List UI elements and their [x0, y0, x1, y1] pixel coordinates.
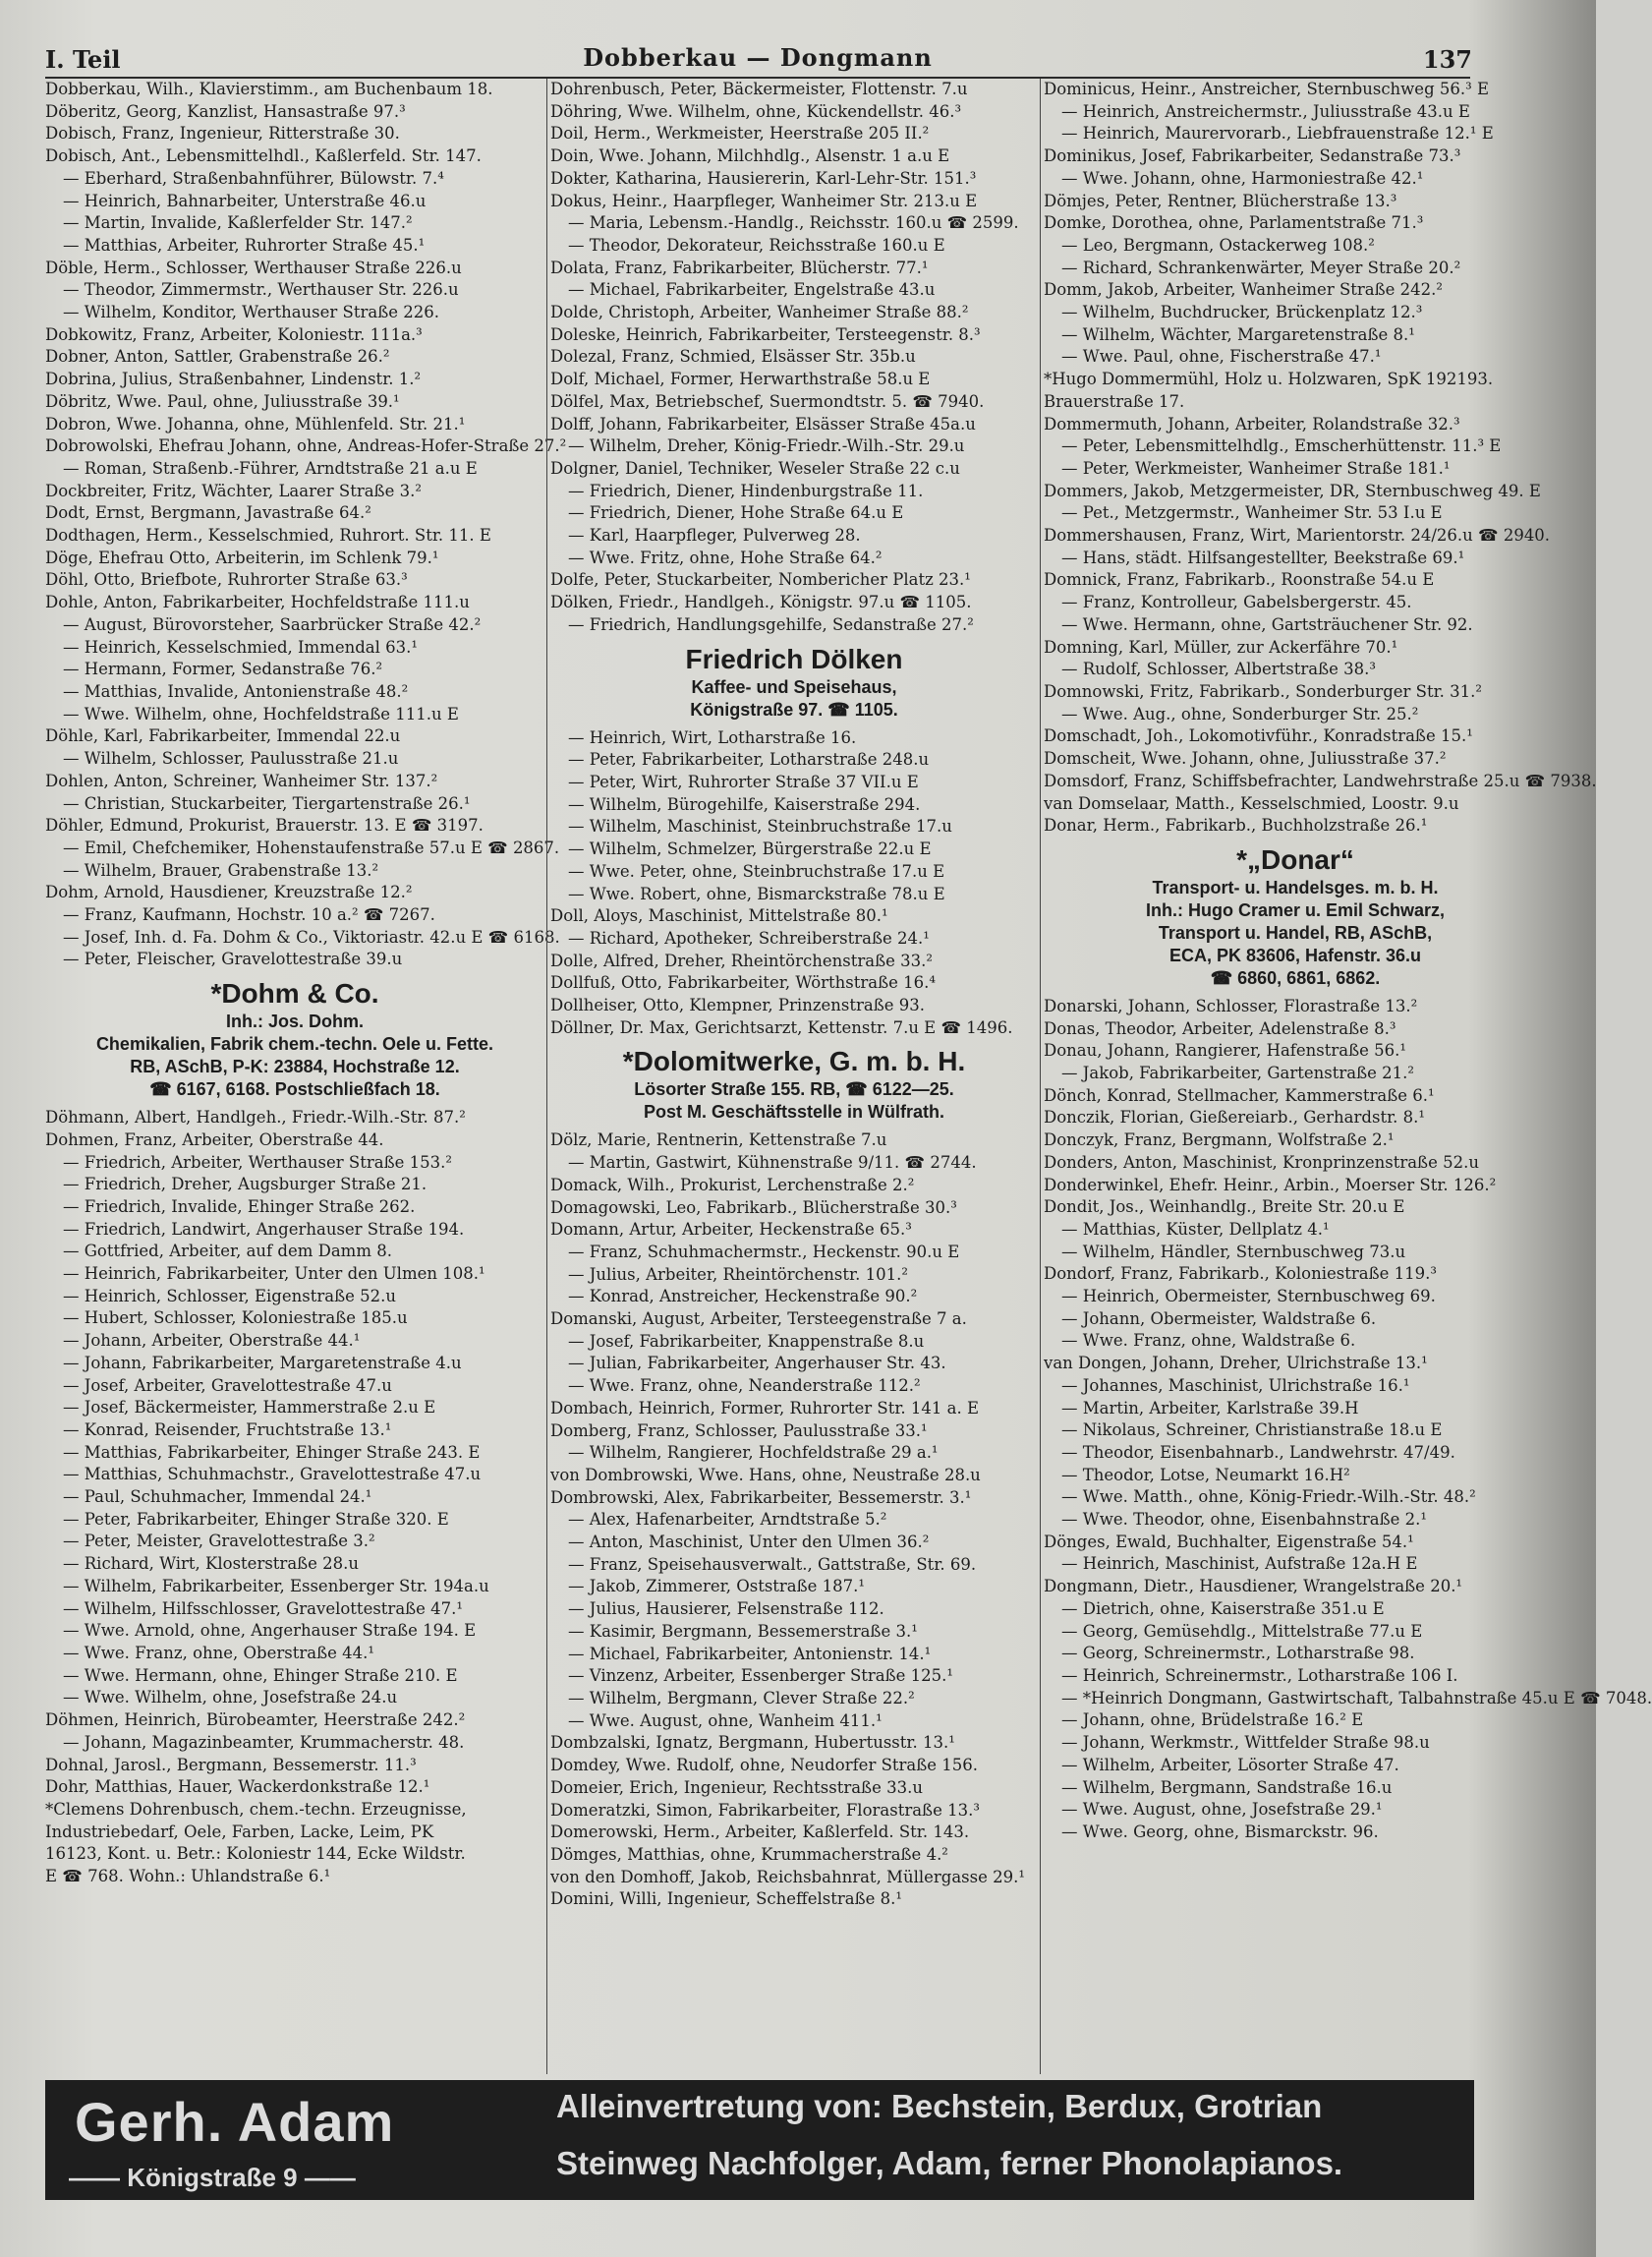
directory-entry: Dominikus, Josef, Fabrikarbeiter, Sedanstraße 73.³: [1044, 146, 1461, 166]
directory-entry: — Peter, Wirt, Ruhrorter Straße 37 VII.u E: [568, 772, 919, 791]
directory-entry: Domning, Karl, Müller, zur Ackerfähre 70.¹: [1044, 637, 1398, 657]
directory-entry: Dobron, Wwe. Johanna, ohne, Mühlenfeld. Str. 21.¹: [45, 414, 466, 434]
directory-entry: — Heinrich, Schreinermstr., Lotharstraße 106 I.: [1061, 1666, 1458, 1685]
directory-entry: — Friedrich, Arbeiter, Werthauser Straße 153.²: [63, 1152, 452, 1172]
directory-entry: — Wwe. Peter, ohne, Steinbruchstraße 17.u E: [568, 861, 945, 881]
advertisement-banner: [45, 2080, 1474, 2200]
directory-entry: — Christian, Stuckarbeiter, Tiergartenstraße 26.¹: [63, 793, 471, 813]
advertisement-block: [45, 977, 544, 1101]
directory-entry: — Julius, Hausierer, Felsenstraße 112.: [568, 1599, 884, 1619]
directory-entry: Domerowski, Herm., Arbeiter, Kaßlerfeld. Str. 143.: [550, 1823, 970, 1842]
directory-entry: — Friedrich, Diener, Hindenburgstraße 11.: [568, 481, 924, 500]
directory-entry: — Leo, Bergmann, Ostackerweg 108.²: [1061, 235, 1375, 255]
directory-entry: — Wilhelm, Bergmann, Clever Straße 22.²: [568, 1689, 915, 1707]
directory-entry: — Franz, Speisehausverwalt., Gattstraße, Str. 69.: [568, 1554, 977, 1574]
directory-entry: Dobrowolski, Ehefrau Johann, ohne, Andreas-Hofer-Straße 27.²: [45, 436, 567, 456]
directory-entry: — Johannes, Maschinist, Ulrichstraße 16.¹: [1061, 1375, 1410, 1395]
directory-entry: — Hubert, Schlosser, Koloniestraße 185.u: [63, 1308, 408, 1328]
directory-entry: Donczik, Florian, Gießereiarb., Gerhardstr. 8.¹: [1044, 1108, 1425, 1128]
directory-entry: — Matthias, Fabrikarbeiter, Ehinger Straße 243. E: [63, 1442, 481, 1462]
directory-entry: — Wwe. Matth., ohne, König-Friedr.-Wilh.-Str. 48.²: [1061, 1487, 1476, 1507]
column-3: [1044, 79, 1652, 2074]
directory-entry: — Roman, Straßenb.-Führer, Arndtstraße 21 a.u E: [63, 458, 478, 478]
directory-entry: — Wwe. August, ohne, Josefstraße 29.¹: [1061, 1800, 1383, 1820]
directory-entry: — Wilhelm, Bürogehilfe, Kaiserstraße 294.: [568, 794, 921, 814]
directory-entry: — Martin, Gastwirt, Kühnenstraße 9/11. ☎ 2744.: [568, 1153, 977, 1173]
directory-entry: — Hans, städt. Hilfsangestellter, Beekstraße 69.¹: [1061, 548, 1465, 567]
directory-entry: — Wwe. Fritz, ohne, Hohe Straße 64.²: [568, 548, 883, 567]
directory-entry: — Vinzenz, Arbeiter, Essenberger Straße 125.¹: [568, 1666, 953, 1686]
directory-entry: Domanski, August, Arbeiter, Tersteegenstraße 7 a.: [550, 1309, 967, 1329]
directory-entry: Dolata, Franz, Fabrikarbeiter, Blücherstr. 77.¹: [550, 258, 929, 277]
directory-entry: Dölz, Marie, Rentnerin, Kettenstraße 7.u: [550, 1130, 887, 1150]
directory-entry: — Johann, Fabrikarbeiter, Margaretenstraße 4.u: [63, 1353, 462, 1372]
ad-line: Kaffee- und Speisehaus,: [691, 676, 897, 697]
directory-entry: Donau, Johann, Rangierer, Hafenstraße 56.¹: [1044, 1041, 1407, 1061]
directory-entry: Dobrina, Julius, Straßenbahner, Lindenstr. 1.²: [45, 370, 422, 389]
directory-entry: — Peter, Werkmeister, Wanheimer Straße 181.¹: [1061, 458, 1451, 478]
directory-entry: — Konrad, Anstreicher, Heckenstraße 90.²: [568, 1287, 918, 1306]
directory-entry: — Emil, Chefchemiker, Hohenstaufenstraße 57.u E ☎ 2867.: [63, 838, 560, 857]
ad-line: Inh.: Jos. Dohm.: [225, 1012, 364, 1032]
directory-entry: — Peter, Meister, Gravelottestraße 3.²: [63, 1532, 375, 1551]
directory-entry: Döllner, Dr. Max, Gerichtsarzt, Kettenstr. 7.u E ☎ 1496.: [550, 1017, 1013, 1037]
directory-entry: — Heinrich, Wirt, Lotharstraße 16.: [568, 727, 857, 747]
directory-entry: — Wwe. Franz, ohne, Neanderstraße 112.²: [568, 1376, 921, 1396]
directory-entry: Industriebedarf, Oele, Farben, Lacke, Leim, PK: [45, 1822, 434, 1841]
directory-entry: Dohm, Arnold, Hausdiener, Kreuzstraße 12.²: [45, 883, 413, 902]
directory-entry: Domberg, Franz, Schlosser, Paulusstraße 33.¹: [550, 1420, 928, 1440]
directory-entry: — Friedrich, Diener, Hohe Straße 64.u E: [568, 503, 904, 523]
directory-entry: Dömjes, Peter, Rentner, Blücherstraße 13.³: [1044, 191, 1397, 210]
directory-entry: — Wilhelm, Schlosser, Paulusstraße 21.u: [63, 749, 399, 769]
directory-entry: — Heinrich, Fabrikarbeiter, Unter den Ulmen 108.¹: [63, 1264, 485, 1284]
directory-entry: — Alex, Hafenarbeiter, Arndtstraße 5.²: [568, 1510, 887, 1530]
directory-entry: — Wwe. Arnold, ohne, Angerhauser Straße 194. E: [63, 1621, 477, 1641]
directory-entry: — Wwe. Hermann, ohne, Ehinger Straße 210. E: [63, 1665, 458, 1685]
directory-entry: — Rudolf, Schlosser, Albertstraße 38.³: [1061, 660, 1376, 679]
directory-entry: Donar, Herm., Fabrikarb., Buchholzstraße 26.¹: [1044, 816, 1428, 836]
directory-entry: Döble, Herm., Schlosser, Werthauser Straße 226.u: [45, 258, 462, 277]
advertiser-name: Gerh. Adam: [75, 2091, 395, 2153]
directory-entry: — Johann, Obermeister, Waldstraße 6.: [1061, 1308, 1377, 1328]
directory-entry: Donas, Theodor, Arbeiter, Adelenstraße 8.³: [1044, 1018, 1396, 1038]
directory-entry: Donders, Anton, Maschinist, Kronprinzenstraße 52.u: [1044, 1152, 1479, 1172]
directory-entry: Domscheit, Wwe. Johann, ohne, Juliusstraße 37.²: [1044, 749, 1447, 769]
ad-line: ☎ 6860, 6861, 6862.: [1210, 967, 1381, 988]
directory-entry: Dohr, Matthias, Hauer, Wackerdonkstraße 12.¹: [45, 1777, 430, 1797]
directory-entry: Domini, Willi, Ingenieur, Scheffelstraße 8.¹: [550, 1889, 902, 1909]
directory-entry: Döhle, Karl, Fabrikarbeiter, Immendal 22.u: [45, 726, 401, 746]
directory-entry: — Jakob, Zimmerer, Oststraße 187.¹: [568, 1577, 866, 1596]
directory-entry: — Heinrich, Obermeister, Sternbuschweg 69.: [1061, 1287, 1436, 1306]
directory-entry: Dommershausen, Franz, Wirt, Marientorstr. 24/26.u ☎ 2940.: [1044, 526, 1551, 546]
directory-entry: — Eberhard, Straßenbahnführer, Bülowstr. 7.⁴: [63, 168, 444, 188]
ad-line: ECA, PK 83606, Hafenstr. 36.u: [1168, 945, 1422, 965]
directory-entry: Domm, Jakob, Arbeiter, Wanheimer Straße 242.²: [1044, 280, 1443, 300]
directory-entry: — Wwe. Johann, ohne, Harmoniestraße 42.¹: [1061, 168, 1424, 188]
directory-entry: — Wilhelm, Buchdrucker, Brückenplatz 12.³: [1061, 303, 1423, 322]
directory-entry: — Josef, Inh. d. Fa. Dohm & Co., Viktoriastr. 42.u E ☎ 6168.: [63, 927, 560, 947]
directory-entry: — Peter, Fabrikarbeiter, Ehinger Straße 320. E: [63, 1509, 449, 1529]
directory-entry: — Wilhelm, Rangierer, Hochfeldstraße 29 a.¹: [568, 1443, 939, 1463]
directory-entry: — Heinrich, Anstreichermstr., Juliusstraße 43.u E: [1061, 101, 1470, 121]
directory-entry: Brauerstraße 17.: [1044, 391, 1185, 411]
directory-entry: — Franz, Schuhmachermstr., Heckenstr. 90.u E: [568, 1242, 960, 1261]
directory-entry: *Clemens Dohrenbusch, chem.-techn. Erzeugnisse,: [45, 1799, 467, 1819]
directory-entry: — Theodor, Dekorateur, Reichsstraße 160.u E: [568, 235, 945, 255]
directory-entry: — Wwe. Hermann, ohne, Gartsträuchener Str. 92.: [1061, 614, 1473, 634]
directory-entry: — Friedrich, Handlungsgehilfe, Sedanstraße 27.²: [568, 614, 974, 634]
directory-entry: Donarski, Johann, Schlosser, Florastraße 13.²: [1044, 996, 1418, 1015]
directory-entry: — Franz, Kontrolleur, Gabelsbergerstr. 45.: [1061, 593, 1412, 612]
directory-entry: Domnowski, Fritz, Fabrikarb., Sonderburger Str. 31.²: [1044, 681, 1483, 701]
directory-entry: — Johann, ohne, Brüdelstraße 16.² E: [1061, 1710, 1364, 1730]
directory-entry: — Wilhelm, Brauer, Grabenstraße 13.²: [63, 860, 379, 880]
directory-entry: — Peter, Lebensmittelhdlg., Emscherhüttenstr. 11.³ E: [1061, 436, 1502, 456]
directory-entry: — Peter, Fabrikarbeiter, Lotharstraße 248.u: [568, 750, 930, 770]
directory-entry: Domsdorf, Franz, Schiffsbefrachter, Landwehrstraße 25.u ☎ 7938.: [1044, 771, 1597, 790]
banner-line-1: Alleinvertretung von: Bechstein, Berdux, Grotrian: [556, 2088, 1323, 2124]
directory-entry: Domeratzki, Simon, Fabrikarbeiter, Florastraße 13.³: [550, 1800, 980, 1820]
directory-entry: Dölfel, Max, Betriebschef, Suermondtstr. 5. ☎ 7940.: [550, 391, 985, 411]
directory-entry: — Kasimir, Bergmann, Bessemerstraße 3.¹: [568, 1621, 918, 1641]
directory-entry: — Wilhelm, Händler, Sternbuschweg 73.u: [1061, 1242, 1406, 1261]
directory-entry: Dömges, Matthias, ohne, Krummacherstraße 4.²: [550, 1844, 948, 1864]
directory-entry: — Wwe. Theodor, ohne, Eisenbahnstraße 2.¹: [1061, 1510, 1427, 1530]
directory-entry: — Richard, Apotheker, Schreiberstraße 24.¹: [568, 928, 930, 948]
directory-entry: — Peter, Fleischer, Gravelottestraße 39.u: [63, 950, 403, 969]
directory-entry: van Dongen, Johann, Dreher, Ulrichstraße 13.¹: [1044, 1354, 1428, 1373]
directory-entry: — Julius, Arbeiter, Rheintörchenstr. 101.²: [568, 1264, 908, 1284]
directory-entry: von den Domhoff, Jakob, Reichsbahnrat, Müllergasse 29.¹: [550, 1867, 1025, 1886]
page-number: 137: [1422, 45, 1472, 74]
banner-line-2: Steinweg Nachfolger, Adam, ferner Phonolapianos.: [556, 2145, 1343, 2181]
ad-title: *Dohm & Co.: [210, 978, 379, 1010]
page-title: Dobberkau — Dongmann: [583, 43, 933, 72]
directory-entry: — Matthias, Küster, Dellplatz 4.¹: [1061, 1219, 1330, 1239]
directory-entry: Dönch, Konrad, Stellmacher, Kammerstraße 6.¹: [1044, 1085, 1435, 1105]
directory-entry: — Dietrich, ohne, Kaiserstraße 351.u E: [1061, 1598, 1385, 1618]
ad-line: Transport u. Handel, RB, ASchB,: [1158, 922, 1433, 943]
directory-entry: — Wilhelm, Hilfsschlosser, Gravelottestraße 47.¹: [63, 1598, 464, 1618]
directory-entry: Dohle, Anton, Fabrikarbeiter, Hochfeldstraße 111.u: [45, 593, 470, 612]
directory-entry: — Matthias, Arbeiter, Ruhrorter Straße 45.¹: [63, 235, 426, 255]
directory-entry: Domnick, Franz, Fabrikarb., Roonstraße 54.u E: [1044, 570, 1435, 590]
directory-entry: — Wilhelm, Maschinist, Steinbruchstraße 17.u: [568, 817, 952, 837]
directory-entry: — Wwe. August, ohne, Wanheim 411.¹: [568, 1710, 883, 1730]
ad-title: *„Donar“: [1236, 843, 1354, 875]
directory-entry: Dockbreiter, Fritz, Wächter, Laarer Straße 3.²: [45, 481, 422, 500]
advertiser-address: —— Königstraße 9 ——: [69, 2163, 356, 2192]
directory-entry: Döbritz, Wwe. Paul, ohne, Juliusstraße 39.¹: [45, 391, 400, 411]
directory-entry: — Wilhelm, Wächter, Margaretenstraße 8.¹: [1061, 324, 1415, 344]
directory-entry: — Georg, Schreinermstr., Lotharstraße 98.: [1061, 1644, 1415, 1663]
column-1: [45, 79, 567, 2074]
directory-entry: — Julian, Fabrikarbeiter, Angerhauser Str. 43.: [568, 1354, 946, 1373]
directory-entry: Dokter, Katharina, Hausiererin, Karl-Lehr-Str. 151.³: [550, 168, 977, 188]
directory-entry: Doil, Herm., Werkmeister, Heerstraße 205 II.²: [550, 124, 930, 144]
directory-entry: Doleske, Heinrich, Fabrikarbeiter, Tersteegenstr. 8.³: [550, 324, 981, 344]
directory-entry: — Nikolaus, Schreiner, Christianstraße 18.u E: [1061, 1420, 1443, 1440]
directory-entry: — Josef, Bäckermeister, Hammerstraße 2.u E: [63, 1398, 436, 1418]
ad-line: Lösorter Straße 155. RB, ☎ 6122—25.: [634, 1079, 954, 1100]
directory-entry: — Martin, Arbeiter, Karlstraße 39.H: [1061, 1398, 1359, 1418]
directory-entry: — Martin, Invalide, Kaßlerfelder Str. 147.²: [63, 213, 413, 233]
directory-entry: — Michael, Fabrikarbeiter, Antonienstr. 14.¹: [568, 1644, 932, 1663]
directory-entry: — Wilhelm, Arbeiter, Lösorter Straße 47.: [1061, 1755, 1399, 1774]
ad-line: Transport- u. Handelsges. m. b. H.: [1152, 877, 1439, 897]
directory-entry: — Paul, Schuhmacher, Immendal 24.¹: [63, 1487, 372, 1507]
ad-line: ☎ 6167, 6168. Postschließfach 18.: [149, 1079, 440, 1100]
directory-entry: Dolfe, Peter, Stuckarbeiter, Nombericher Platz 23.¹: [550, 570, 971, 590]
directory-entry: — Matthias, Schuhmachstr., Gravelottestraße 47.u: [63, 1465, 482, 1484]
directory-entry: Dobberkau, Wilh., Klavierstimm., am Buchenbaum 18.: [45, 80, 493, 98]
ad-line: Chemikalien, Fabrik chem.-techn. Oele u. Fette.: [95, 1034, 494, 1055]
directory-entry: Domagowski, Leo, Fabrikarb., Blücherstraße 30.³: [550, 1197, 957, 1217]
ad-title: *Dolomitwerke, G. m. b. H.: [622, 1046, 966, 1077]
directory-entry: van Domselaar, Matth., Kesselschmied, Loostr. 9.u: [1044, 793, 1459, 813]
directory-entry: — Wilhelm, Dreher, König-Friedr.-Wilh.-Str. 29.u: [568, 436, 965, 456]
directory-entry: — Wilhelm, Schmelzer, Bürgerstraße 22.u E: [568, 839, 932, 859]
directory-entry: Dombzalski, Ignatz, Bergmann, Hubertusstr. 13.¹: [550, 1733, 955, 1753]
directory-entry: Dodt, Ernst, Bergmann, Javastraße 64.²: [45, 503, 371, 523]
directory-entry: Domeier, Erich, Ingenieur, Rechtsstraße 33.u: [550, 1777, 923, 1797]
directory-entry: Döge, Ehefrau Otto, Arbeiterin, im Schlenk 79.¹: [45, 548, 439, 567]
directory-entry: Domann, Artur, Arbeiter, Heckenstraße 65.³: [550, 1220, 912, 1240]
directory-entry: Döberitz, Georg, Kanzlist, Hansastraße 97.³: [45, 101, 406, 121]
directory-entry: Dölken, Friedr., Handlgeh., Königstr. 97.u ☎ 1105.: [550, 593, 972, 612]
directory-entry: — Friedrich, Invalide, Ehinger Straße 262.: [63, 1196, 416, 1216]
directory-entry: Döhring, Wwe. Wilhelm, ohne, Kückendellstr. 46.³: [550, 101, 962, 121]
directory-entry: Döhmen, Heinrich, Bürobeamter, Heerstraße 242.²: [45, 1710, 466, 1730]
directory-entry: — Johann, Magazinbeamter, Krummacherstr. 48.: [63, 1732, 465, 1752]
directory-entry: — Karl, Haarpfleger, Pulverweg 28.: [568, 526, 861, 546]
directory-entry: — Georg, Gemüsehdlg., Mittelstraße 77.u E: [1061, 1621, 1423, 1641]
directory-entry: — Wwe. Franz, ohne, Waldstraße 6.: [1061, 1331, 1356, 1351]
ad-line: Inh.: Hugo Cramer u. Emil Schwarz,: [1145, 899, 1446, 920]
directory-entry: Döhler, Edmund, Prokurist, Brauerstr. 13. E ☎ 3197.: [45, 816, 484, 836]
directory-entry: — Wwe. Georg, ohne, Bismarckstr. 96.: [1061, 1822, 1379, 1841]
directory-entry: Donczyk, Franz, Bergmann, Wolfstraße 2.¹: [1044, 1130, 1395, 1150]
directory-entry: — Anton, Maschinist, Unter den Ulmen 36.²: [568, 1533, 930, 1552]
column-divider: [1040, 79, 1041, 2074]
directory-entry: — Heinrich, Bahnarbeiter, Unterstraße 46.u: [63, 191, 427, 210]
directory-entry: — Franz, Kaufmann, Hochstr. 10 a.² ☎ 7267.: [63, 905, 435, 925]
directory-entry: Dommermuth, Johann, Arbeiter, Rolandstraße 32.³: [1044, 414, 1460, 434]
ad-line: Königstraße 97. ☎ 1105.: [690, 699, 898, 720]
directory-entry: von Dombrowski, Wwe. Hans, ohne, Neustraße 28.u: [550, 1465, 981, 1484]
directory-entry: Dolde, Christoph, Arbeiter, Wanheimer Straße 88.²: [550, 303, 969, 322]
directory-entry: Dobner, Anton, Sattler, Grabenstraße 26.²: [45, 347, 390, 367]
directory-entry: — Richard, Schrankenwärter, Meyer Straße 20.²: [1061, 258, 1461, 277]
directory-entry: — Wwe. Aug., ohne, Sonderburger Str. 25.²: [1061, 704, 1419, 723]
directory-entry: — Konrad, Reisender, Fruchtstraße 13.¹: [63, 1419, 392, 1439]
directory-entry: Dobisch, Ant., Lebensmittelhdl., Kaßlerfeld. Str. 147.: [45, 146, 482, 166]
directory-entry: — Maria, Lebensm.-Handlg., Reichsstr. 160.u ☎ 2599.: [568, 213, 1019, 233]
column-divider: [546, 79, 547, 2074]
directory-entry: Domdey, Wwe. Rudolf, ohne, Neudorfer Straße 156.: [550, 1756, 979, 1775]
directory-entry: Dokus, Heinr., Haarpfleger, Wanheimer Str. 213.u E: [550, 191, 978, 210]
directory-entry: — Jakob, Fabrikarbeiter, Gartenstraße 21.²: [1061, 1064, 1414, 1083]
advertisement-block: [550, 1045, 1038, 1124]
directory-entry: — Wwe. Franz, ohne, Oberstraße 44.¹: [63, 1644, 374, 1662]
directory-entry: — Johann, Werkmstr., Wittfelder Straße 98.u: [1061, 1733, 1430, 1753]
directory-entry: Dombach, Heinrich, Former, Ruhrorter Str. 141 a. E: [550, 1398, 980, 1418]
directory-entry: — Matthias, Invalide, Antonienstraße 48.²: [63, 681, 409, 701]
directory-entry: Dongmann, Dietr., Hausdiener, Wrangelstraße 20.¹: [1044, 1577, 1463, 1596]
directory-entry: — Josef, Fabrikarbeiter, Knappenstraße 8.u: [568, 1331, 925, 1351]
directory-entry: — Theodor, Eisenbahnarb., Landwehrstr. 47/49.: [1061, 1442, 1455, 1462]
advertisement-block: [1044, 843, 1547, 990]
directory-entry: Domschadt, Joh., Lokomotivführ., Konradstraße 15.¹: [1044, 726, 1473, 746]
directory-entry: Dolf, Michael, Former, Herwarthstraße 58.u E: [550, 370, 931, 389]
directory-entry: Dondit, Jos., Weinhandlg., Breite Str. 20.u E: [1044, 1197, 1405, 1217]
directory-entry: — Johann, Arbeiter, Oberstraße 44.¹: [63, 1331, 361, 1351]
directory-entry: — Wwe. Wilhelm, ohne, Hochfeldstraße 111.u E: [63, 704, 459, 723]
directory-entry: Donderwinkel, Ehefr. Heinr., Arbin., Moerser Str. 126.²: [1044, 1175, 1497, 1194]
directory-entry: Dodthagen, Herm., Kesselschmied, Ruhrort. Str. 11. E: [45, 526, 491, 546]
directory-entry: Dolle, Alfred, Dreher, Rheintörchenstraße 33.²: [550, 951, 933, 970]
directory-entry: — Heinrich, Maschinist, Aufstraße 12a.H E: [1061, 1554, 1418, 1574]
directory-entry: Dohrenbusch, Peter, Bäckermeister, Flottenstr. 7.u: [550, 80, 968, 98]
column-2: [550, 79, 1038, 2074]
directory-entry: — Friedrich, Landwirt, Angerhauser Straße 194.: [63, 1219, 465, 1239]
directory-entry: — August, Bürovorsteher, Saarbrücker Straße 42.²: [63, 614, 482, 634]
directory-entry: Döhmann, Albert, Handlgeh., Friedr.-Wilh.-Str. 87.²: [45, 1108, 466, 1128]
directory-entry: — Heinrich, Maurervorarb., Liebfrauenstraße 12.¹ E: [1061, 124, 1494, 144]
directory-entry: E ☎ 768. Wohn.: Uhlandstraße 6.¹: [45, 1867, 331, 1886]
directory-entry: Dohmen, Franz, Arbeiter, Oberstraße 44.: [45, 1129, 384, 1149]
directory-entry: — Pet., Metzgermstr., Wanheimer Str. 53 I.u E: [1061, 503, 1443, 523]
directory-entry: Dolff, Johann, Fabrikarbeiter, Elsässer Straße 45a.u: [550, 414, 976, 434]
directory-entry: Dollfuß, Otto, Fabrikarbeiter, Wörthstraße 16.⁴: [550, 973, 936, 993]
directory-entry: Domke, Dorothea, ohne, Parlamentstraße 71.³: [1044, 213, 1424, 233]
directory-entry: — Wwe. Paul, ohne, Fischerstraße 47.¹: [1061, 347, 1382, 367]
directory-entry: Dolgner, Daniel, Techniker, Weseler Straße 22 c.u: [550, 458, 960, 478]
ad-title: Friedrich Dölken: [685, 643, 903, 674]
page-header: [45, 37, 1470, 79]
directory-entry: *Hugo Dommermühl, Holz u. Holzwaren, SpK 192193.: [1044, 370, 1494, 389]
ad-line: RB, ASchB, P-K: 23884, Hochstraße 12.: [130, 1057, 460, 1077]
directory-entry: — Gottfried, Arbeiter, auf dem Damm 8.: [63, 1242, 392, 1261]
directory-entry: — Michael, Fabrikarbeiter, Engelstraße 43.u: [568, 280, 936, 300]
directory-entry: — Josef, Arbeiter, Gravelottestraße 47.u: [63, 1375, 392, 1395]
directory-entry: Döhl, Otto, Briefbote, Ruhrorter Straße 63.³: [45, 570, 408, 590]
directory-entry: Dollheiser, Otto, Klempner, Prinzenstraße 93.: [550, 996, 925, 1015]
directory-entry: — *Heinrich Dongmann, Gastwirtschaft, Talbahnstraße 45.u E ☎ 7048.: [1061, 1688, 1652, 1707]
directory-entry: Dohnal, Jarosl., Bergmann, Bessemerstr. 11.³: [45, 1755, 417, 1774]
directory-entry: Dolezal, Franz, Schmied, Elsässer Str. 35b.u: [550, 347, 916, 367]
directory-entry: — Heinrich, Kesselschmied, Immendal 63.¹: [63, 637, 419, 657]
directory-entry: — Wilhelm, Fabrikarbeiter, Essenberger Str. 194a.u: [63, 1576, 489, 1595]
directory-entry: Dondorf, Franz, Fabrikarb., Koloniestraße 119.³: [1044, 1264, 1437, 1284]
directory-entry: 16123, Kont. u. Betr.: Koloniestr 144, Ecke Wildstr.: [45, 1844, 466, 1864]
directory-entry: Dobkowitz, Franz, Arbeiter, Koloniestr. 111a.³: [45, 324, 423, 344]
directory-entry: Doin, Wwe. Johann, Milchhdlg., Alsenstr. 1 a.u E: [550, 146, 950, 166]
directory-entry: Dombrowski, Alex, Fabrikarbeiter, Bessemerstr. 3.¹: [550, 1487, 972, 1507]
directory-entry: Domack, Wilh., Prokurist, Lerchenstraße 2.²: [550, 1175, 915, 1194]
directory-entry: Dommers, Jakob, Metzgermeister, DR, Sternbuschweg 49. E: [1044, 481, 1541, 500]
directory-entry: — Wwe. Wilhelm, ohne, Josefstraße 24.u: [63, 1688, 398, 1707]
directory-entry: Dönges, Ewald, Buchhalter, Eigenstraße 54.¹: [1044, 1532, 1414, 1551]
directory-entry: — Hermann, Former, Sedanstraße 76.²: [63, 660, 383, 679]
directory-entry: Doll, Aloys, Maschinist, Mittelstraße 80.¹: [550, 906, 888, 926]
directory-entry: — Friedrich, Dreher, Augsburger Straße 21.: [63, 1175, 427, 1194]
directory-entry: — Heinrich, Schlosser, Eigenstraße 52.u: [63, 1286, 396, 1305]
directory-entry: — Theodor, Lotse, Neumarkt 16.H²: [1061, 1465, 1350, 1484]
ad-line: Post M. Geschäftsstelle in Wülfrath.: [643, 1102, 945, 1123]
advertisement-block: [550, 643, 1038, 722]
directory-entry: — Wilhelm, Bergmann, Sandstraße 16.u: [1061, 1777, 1393, 1797]
directory-entry: Dominicus, Heinr., Anstreicher, Sternbuschweg 56.³ E: [1044, 80, 1490, 98]
directory-entry: Dobisch, Franz, Ingenieur, Ritterstraße 30.: [45, 124, 400, 144]
directory-entry: Dohlen, Anton, Schreiner, Wanheimer Str. 137.²: [45, 771, 438, 790]
part-label: I. Teil: [45, 45, 121, 74]
directory-entry: — Theodor, Zimmermstr., Werthauser Str. 226.u: [63, 280, 459, 300]
directory-entry: — Wwe. Robert, ohne, Bismarckstraße 78.u E: [568, 884, 945, 903]
directory-entry: — Wilhelm, Konditor, Werthauser Straße 226.: [63, 303, 439, 322]
directory-entry: — Richard, Wirt, Klosterstraße 28.u: [63, 1554, 360, 1574]
